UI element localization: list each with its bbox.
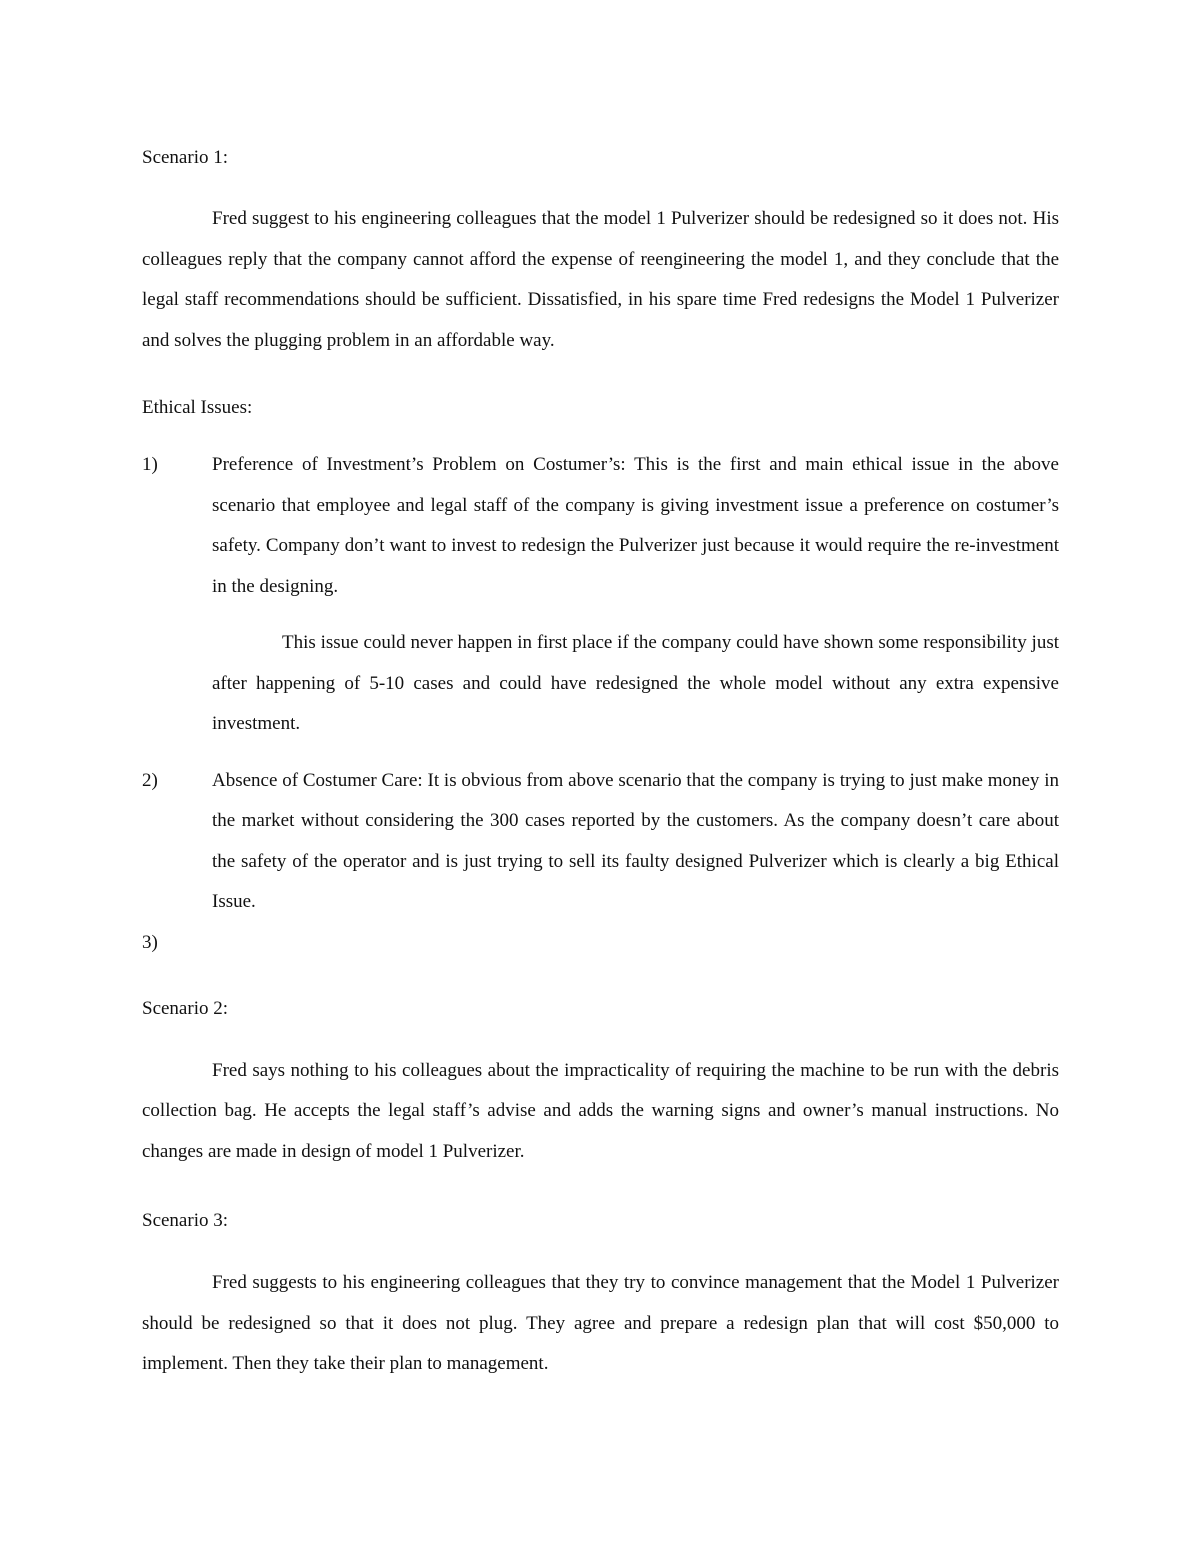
scenario-1-heading: Scenario 1: [142, 147, 229, 168]
scenario-3-heading: Scenario 3: [142, 1210, 229, 1231]
ethical-issue-followup: This issue could never happen in first place if the company could have shown some responsibility just after happening of 5-10 cases and could have redesigned the whole model without any extra expensive investment. [212, 632, 1059, 734]
ethical-issue-text: Preference of Investment’s Problem on Costumer’s: This is the first and main ethical issue in the above scenario that employee and legal staff of the company is giving investment issue a preference on costumer’s safety. Company don’t want to invest to redesign the Pulverizer just because it would require the re-investment in the designing. [212, 454, 1059, 597]
scenario-2-paragraph: Fred says nothing to his colleagues about the impracticality of requiring the machine to be run with the debris collection bag. He accepts the legal staff’s advise and adds the warning signs and owner’s manual instructions. No changes are made in design of model 1 Pulverizer. [142, 1059, 1059, 1162]
ethical-issue-text: Absence of Costumer Care: It is obvious from above scenario that the company is trying to just make money in the market without considering the 300 cases reported by the customers. As the company doesn’t care about the safety of the operator and is just trying to sell its faulty designed Pulverizer which is clearly a big Ethical Issue. [212, 769, 1059, 912]
ethical-issue-item-3 [142, 923, 1059, 963]
list-number: 3) [142, 931, 158, 953]
list-number: 1) [142, 454, 158, 475]
ethical-issue-item-1 [142, 445, 1059, 745]
scenario-1-paragraph: Fred suggest to his engineering colleagues that the model 1 Pulverizer should be redesigned so it does not. His colleagues reply that the company cannot afford the expense of reengineering the model 1, and they conclude that the legal staff recommendations should be sufficient. Dissatisfied, in his spare time Fred redesigns the Model 1 Pulverizer and solves the plugging problem in an affordable way. [142, 208, 1059, 351]
document-body [142, 148, 1059, 1385]
ethical-issues-heading: Ethical Issues: [142, 397, 253, 418]
list-number: 2) [142, 769, 158, 791]
scenario-3-paragraph: Fred suggests to his engineering colleagues that they try to convince management that the Model 1 Pulverizer should be redesigned so that it does not plug. They agree and prepare a redesign plan that will cost $50,000 to implement. Then they take their plan to management. [142, 1272, 1059, 1374]
ethical-issues-list [142, 445, 1059, 963]
scenario-2-heading: Scenario 2: [142, 997, 229, 1019]
ethical-issue-item-2 [142, 761, 1059, 923]
